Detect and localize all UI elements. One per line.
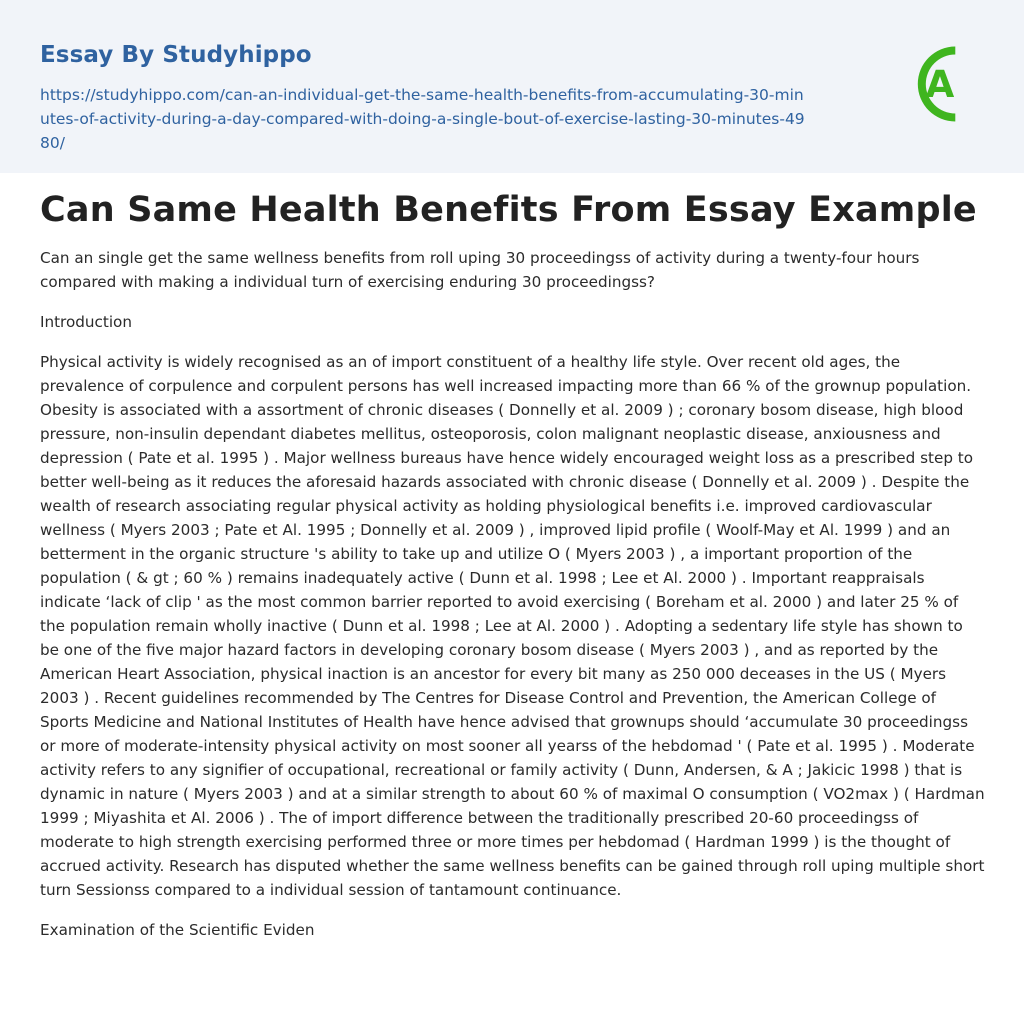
studyhippo-logo-icon[interactable]: [912, 41, 986, 127]
logo-letter: A: [925, 63, 955, 106]
site-header: [0, 0, 1024, 173]
section-heading-evidence: Examination of the Scientific Eviden: [40, 921, 315, 939]
section-heading-introduction: Introduction: [40, 313, 132, 331]
page-title: Can Same Health Benefits From Essay Example: [40, 190, 977, 230]
brand-title[interactable]: Essay By Studyhippo: [40, 42, 312, 68]
essay-url-link[interactable]: https://studyhippo.com/can-an-individual-get-the-same-health-benefits-from-accumulating-30-minutes-of-activity-during-a-day-compared-with-doing-a-single-bout-of-exercise-lasting-30-minutes-4980/: [40, 86, 805, 152]
essay-question: Can an single get the same wellness benefits from roll uping 30 proceedingss of activity during a twenty-four hours compared with making a individual turn of exercising enduring 30 proceedingss?: [40, 249, 920, 291]
essay-body: [40, 246, 986, 958]
essay-paragraph: Physical activity is widely recognised as an of import constituent of a healthy life style. Over recent old ages, the prevalence of corpulence and corpulent persons has well increased impacting more than 66 % of the grownup population. Obesity is associated with a assortment of chronic diseases ( Donnelly et al. 2009 ) ; coronary bosom disease, high blood pressure, non-insulin dependant diabetes mellitus, osteoporosis, colon malignant neoplastic disease, anxiousness and depression ( Pate et al. 1995 ) . Major wellness bureaus have hence widely encouraged weight loss as a prescribed step to better well-being as it reduces the aforesaid hazards associated with chronic disease ( Donnelly et al. 2009 ) . Despite the wealth of research associating regular physical activity as holding physiological benefits i.e. improved cardiovascular wellness ( Myers 2003 ; Pate et Al. 1995 ; Donnelly et al. 2009 ) , improved lipid profile ( Woolf-May et Al. 1999 ) and an betterment in the organic structure 's ability to take up and utilize O ( Myers 2003 ) , a important proportion of the population ( & gt ; 60 % ) remains inadequately active ( Dunn et al. 1998 ; Lee et Al. 2000 ) . Important reappraisals indicate ‘lack of clip ' as the most common barrier reported to avoid exercising ( Boreham et al. 2000 ) and later 25 % of the population remain wholly inactive ( Dunn et al. 1998 ; Lee at Al. 2000 ) . Adopting a sedentary life style has shown to be one of the five major hazard factors in developing coronary bosom disease ( Myers 2003 ) , and as reported by the American Heart Association, physical inaction is an ancestor for every bit many as 250 000 deceases in the US ( Myers 2003 ) . Recent guidelines recommended by The Centres for Disease Control and Prevention, the American College of Sports Medicine and National Institutes of Health have hence advised that grownups should ‘accumulate 30 proceedingss or more of moderate-intensity physical activity on most sooner all yearss of the hebdomad ' ( Pate et al. 1995 ) . Moderate activity refers to any signifier of occupational, recreational or family activity ( Dunn, Andersen, & A ; Jakicic 1998 ) that is dynamic in nature ( Myers 2003 ) and at a similar strength to about 60 % of maximal O consumption ( VO2max ) ( Hardman 1999 ; Miyashita et Al. 2006 ) . The of import difference between the traditionally prescribed 20-60 proceedingss of moderate to high strength exercising performed three or more times per hebdomad ( Hardman 1999 ) is the thought of accrued activity. Research has disputed whether the same wellness benefits can be gained through roll uping multiple short turn Sessionss compared to a individual session of tantamount continuance.: [40, 353, 985, 899]
